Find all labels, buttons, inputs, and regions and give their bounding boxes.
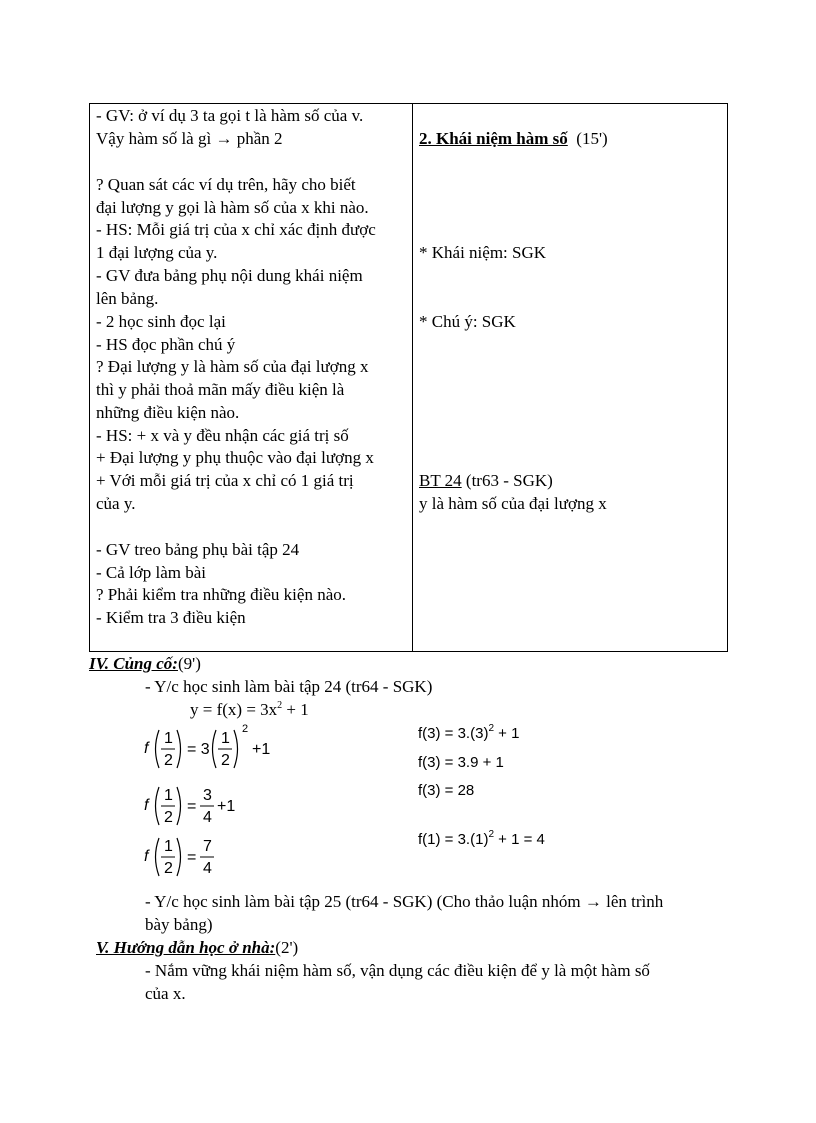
eq2-den: 4 <box>203 809 212 826</box>
f-symbol: f <box>144 848 149 865</box>
remark-note: * Chú ý: SGK <box>419 312 516 331</box>
frac-den: 2 <box>164 809 173 826</box>
frac-num: 1 <box>221 730 230 747</box>
eq3-equals: = <box>187 849 197 866</box>
section-iv-title <box>89 654 201 674</box>
left-paren <box>156 838 160 876</box>
task-2-line2: bày bảng) <box>145 915 213 934</box>
task-1: - Y/c học sinh làm bài tập 24 (tr64 - SGK) <box>145 677 433 696</box>
right-paren <box>177 730 181 768</box>
homework-line2: của x. <box>145 984 186 1003</box>
left-line: - GV: ở ví dụ 3 ta gọi t là hàm số của v. <box>96 106 364 125</box>
left-line: - HS: Mỗi giá trị của x chỉ xác định được <box>96 220 376 239</box>
table-column-divider <box>412 103 413 652</box>
left-line: - GV đưa bảng phụ nội dung khái niệm <box>96 266 363 285</box>
heading-time: (15') <box>576 129 608 148</box>
frac-num: 1 <box>164 787 173 804</box>
frac-den: 2 <box>164 752 173 769</box>
left-line: + Đại lượng y phụ thuộc vào đại lượng x <box>96 448 374 467</box>
fraction-equations <box>140 720 290 890</box>
left-line: thì y phải thoả mãn mấy điều kiện là <box>96 380 345 399</box>
frac-den: 2 <box>164 860 173 877</box>
left-line: những điều kiện nào. <box>96 403 240 422</box>
calc-text: f(1) = 3.(1) <box>418 831 489 848</box>
calc-line: f(3) = 28 <box>418 782 475 799</box>
f-symbol: f <box>144 797 149 814</box>
section-v-time: (2') <box>275 938 299 957</box>
left-line: - Cả lớp làm bài <box>96 563 207 582</box>
f-symbol: f <box>144 740 149 757</box>
left-line: Vậy hàm số là gì → phần 2 <box>96 129 283 148</box>
eq3-den: 4 <box>203 860 212 877</box>
left-line: ? Đại lượng y là hàm số của đại lượng x <box>96 357 369 376</box>
left-line: lên bảng. <box>96 289 159 308</box>
section-iv-heading: IV. Củng cố: <box>89 654 178 673</box>
eq2-tail: +1 <box>217 798 236 815</box>
calc-exponent: 2 <box>488 829 494 840</box>
exercise-source: (tr63 - SGK) <box>465 471 553 490</box>
left-line: 1 đại lượng của y. <box>96 243 218 262</box>
frac-den: 2 <box>221 752 230 769</box>
section-heading <box>419 129 608 149</box>
calc-exponent: 2 <box>488 723 494 734</box>
left-line: - 2 học sinh đọc lại <box>96 312 226 331</box>
left-line: ? Quan sát các ví dụ trên, hãy cho biết <box>96 175 356 194</box>
eq1-tail: +1 <box>252 741 271 758</box>
eq1-coef: = 3 <box>187 741 210 758</box>
right-paren <box>234 730 238 768</box>
frac-num: 1 <box>164 730 173 747</box>
left-line: + Với mỗi giá trị của x chỉ có 1 giá trị <box>96 471 354 490</box>
eq1-exponent: 2 <box>242 723 249 735</box>
function-text: y = f(x) = 3x <box>190 700 278 719</box>
section-iv-time: (9') <box>177 654 201 673</box>
function-exponent: 2 <box>277 700 283 711</box>
exercise-conclusion: y là hàm số của đại lượng x <box>419 494 607 513</box>
eq2-equals: = <box>187 798 197 815</box>
calc-text: + 1 = 4 <box>494 831 545 848</box>
calc-line <box>418 830 545 850</box>
left-paren <box>156 730 160 768</box>
section-v-title <box>96 938 298 958</box>
calc-line: f(3) = 3.9 + 1 <box>418 754 504 771</box>
right-paren <box>177 787 181 825</box>
left-line: của y. <box>96 494 136 513</box>
left-paren <box>156 787 160 825</box>
frac-num: 1 <box>164 838 173 855</box>
left-line: ? Phải kiểm tra những điều kiện nào. <box>96 585 346 604</box>
eq3-num: 7 <box>203 838 212 855</box>
exercise-label: BT 24 <box>419 471 462 490</box>
right-paren <box>177 838 181 876</box>
concept-note: * Khái niệm: SGK <box>419 243 547 262</box>
task-2-line1: - Y/c học sinh làm bài tập 25 (tr64 - SGK) (Cho thảo luận nhóm → lên trình <box>145 892 664 911</box>
calc-text: f(3) = 3.(3) <box>418 725 489 742</box>
function-tail: + 1 <box>282 700 309 719</box>
left-line: đại lượng y gọi là hàm số của x khi nào. <box>96 198 369 217</box>
left-line: - HS: + x và y đều nhận các giá trị số <box>96 426 349 445</box>
eq2-num: 3 <box>203 787 212 804</box>
calc-text: + 1 <box>494 725 520 742</box>
left-line: - HS đọc phần chú ý <box>96 335 236 354</box>
function-definition <box>190 700 309 720</box>
left-line: - Kiểm tra 3 điều kiện <box>96 608 246 627</box>
left-line: - GV treo bảng phụ bài tập 24 <box>96 540 300 559</box>
exercise-ref <box>419 471 553 491</box>
left-paren <box>213 730 217 768</box>
homework-line1: - Nắm vững khái niệm hàm số, vận dụng các điều kiện để y là một hàm số <box>145 961 650 980</box>
section-v-heading: V. Hướng dẫn học ở nhà: <box>96 938 276 957</box>
calc-line <box>418 724 519 744</box>
heading-text: 2. Khái niệm hàm số <box>419 129 568 148</box>
